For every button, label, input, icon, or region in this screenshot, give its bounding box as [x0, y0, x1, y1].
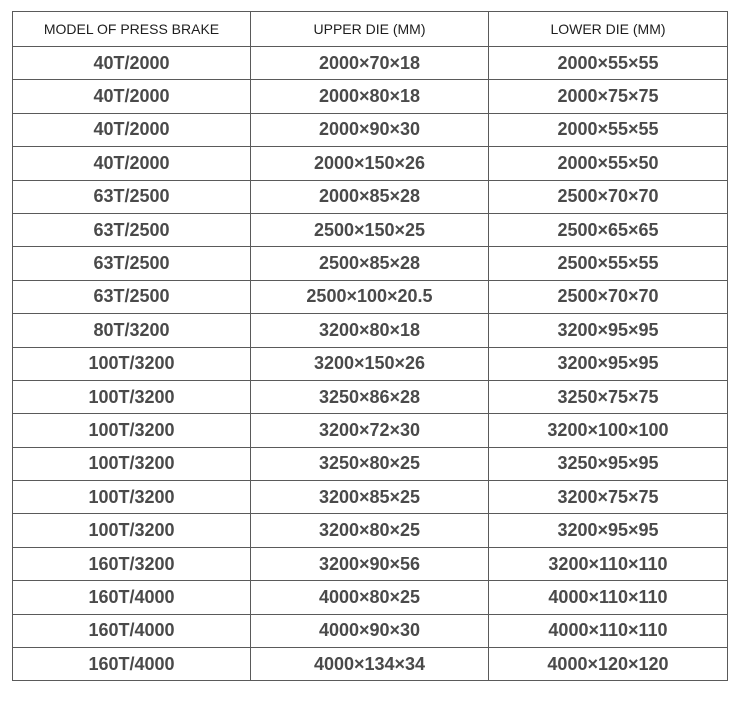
- table-row: [13, 547, 728, 580]
- table-row: [13, 147, 728, 180]
- cell-upper-die: 2500×85×28: [251, 247, 489, 280]
- cell-lower-die: 4000×120×120: [489, 648, 728, 681]
- table-row: [13, 514, 728, 547]
- table-row: [13, 447, 728, 480]
- cell-model: 63T/2500: [13, 213, 251, 246]
- cell-model: 160T/4000: [13, 648, 251, 681]
- press-brake-die-table: [12, 11, 728, 681]
- table-row: [13, 280, 728, 313]
- cell-lower-die: 2000×55×55: [489, 113, 728, 146]
- cell-lower-die: 3200×95×95: [489, 514, 728, 547]
- cell-upper-die: 4000×80×25: [251, 581, 489, 614]
- cell-upper-die: 4000×134×34: [251, 648, 489, 681]
- cell-model: 40T/2000: [13, 80, 251, 113]
- cell-lower-die: 3200×110×110: [489, 547, 728, 580]
- cell-model: 160T/4000: [13, 614, 251, 647]
- header-lower-die: LOWER DIE (MM): [489, 12, 728, 47]
- cell-upper-die: 2000×90×30: [251, 113, 489, 146]
- cell-model: 100T/3200: [13, 481, 251, 514]
- cell-lower-die: 2000×55×50: [489, 147, 728, 180]
- table-row: [13, 314, 728, 347]
- cell-upper-die: 3200×90×56: [251, 547, 489, 580]
- cell-model: 160T/3200: [13, 547, 251, 580]
- cell-model: 40T/2000: [13, 47, 251, 80]
- table-header: [13, 12, 728, 47]
- cell-upper-die: 4000×90×30: [251, 614, 489, 647]
- header-upper-die: UPPER DIE (MM): [251, 12, 489, 47]
- cell-lower-die: 2000×55×55: [489, 47, 728, 80]
- cell-model: 40T/2000: [13, 113, 251, 146]
- cell-lower-die: 2000×75×75: [489, 80, 728, 113]
- cell-model: 100T/3200: [13, 347, 251, 380]
- cell-lower-die: 3200×75×75: [489, 481, 728, 514]
- cell-upper-die: 3200×85×25: [251, 481, 489, 514]
- spec-table-container: [12, 11, 728, 681]
- table-row: [13, 481, 728, 514]
- table-row: [13, 614, 728, 647]
- table-row: [13, 581, 728, 614]
- table-row: [13, 80, 728, 113]
- cell-upper-die: 3250×80×25: [251, 447, 489, 480]
- cell-model: 40T/2000: [13, 147, 251, 180]
- cell-upper-die: 3200×72×30: [251, 414, 489, 447]
- cell-upper-die: 2000×70×18: [251, 47, 489, 80]
- cell-upper-die: 2000×150×26: [251, 147, 489, 180]
- table-row: [13, 347, 728, 380]
- cell-model: 160T/4000: [13, 581, 251, 614]
- cell-model: 63T/2500: [13, 280, 251, 313]
- cell-lower-die: 3200×100×100: [489, 414, 728, 447]
- table-row: [13, 414, 728, 447]
- cell-lower-die: 3250×95×95: [489, 447, 728, 480]
- cell-lower-die: 4000×110×110: [489, 614, 728, 647]
- cell-lower-die: 3250×75×75: [489, 380, 728, 413]
- cell-lower-die: 4000×110×110: [489, 581, 728, 614]
- table-row: [13, 47, 728, 80]
- cell-upper-die: 3200×150×26: [251, 347, 489, 380]
- header-row: [13, 12, 728, 47]
- cell-upper-die: 3250×86×28: [251, 380, 489, 413]
- cell-lower-die: 2500×70×70: [489, 180, 728, 213]
- table-row: [13, 648, 728, 681]
- cell-upper-die: 3200×80×25: [251, 514, 489, 547]
- table-row: [13, 213, 728, 246]
- cell-model: 63T/2500: [13, 247, 251, 280]
- table-row: [13, 380, 728, 413]
- cell-upper-die: 2000×85×28: [251, 180, 489, 213]
- cell-upper-die: 2000×80×18: [251, 80, 489, 113]
- cell-model: 100T/3200: [13, 414, 251, 447]
- cell-model: 100T/3200: [13, 380, 251, 413]
- cell-lower-die: 3200×95×95: [489, 314, 728, 347]
- cell-lower-die: 2500×65×65: [489, 213, 728, 246]
- cell-lower-die: 3200×95×95: [489, 347, 728, 380]
- header-model: MODEL OF PRESS BRAKE: [13, 12, 251, 47]
- cell-lower-die: 2500×70×70: [489, 280, 728, 313]
- cell-lower-die: 2500×55×55: [489, 247, 728, 280]
- cell-upper-die: 3200×80×18: [251, 314, 489, 347]
- cell-model: 100T/3200: [13, 514, 251, 547]
- table-row: [13, 180, 728, 213]
- cell-model: 80T/3200: [13, 314, 251, 347]
- table-row: [13, 247, 728, 280]
- table-body: [13, 47, 728, 681]
- cell-model: 100T/3200: [13, 447, 251, 480]
- table-row: [13, 113, 728, 146]
- cell-upper-die: 2500×150×25: [251, 213, 489, 246]
- cell-model: 63T/2500: [13, 180, 251, 213]
- cell-upper-die: 2500×100×20.5: [251, 280, 489, 313]
